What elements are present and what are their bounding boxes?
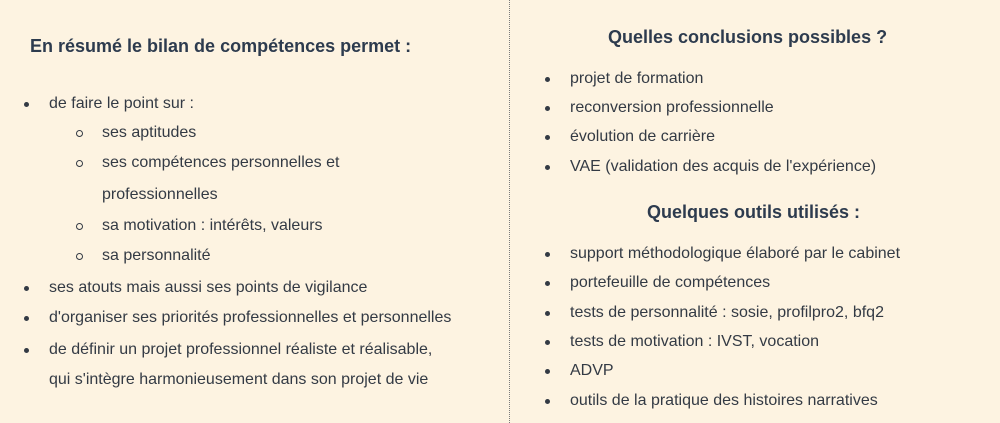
list-item: sa motivation : intérêts, valeurs [102,217,323,234]
tool-item: ADVP [570,362,614,379]
conclusions-heading: Quelles conclusions possibles ? [608,27,888,47]
bilan-summary-heading: En résumé le bilan de compétences permet : [30,36,412,56]
list-item: ses atouts mais aussi ses points de vigilance [49,279,368,296]
right-column [510,0,1000,423]
conclusion-item: reconversion professionnelle [570,99,774,116]
conclusion-item: projet de formation [570,70,704,87]
tool-item: support méthodologique élaboré par le cabinet [570,245,901,262]
tool-item: tests de personnalité : sosie, profilpro2, bfq2 [570,304,884,321]
list-item: de définir un projet professionnel réaliste et réalisable, [49,341,433,358]
list-item: ses aptitudes [102,124,197,141]
conclusion-item: évolution de carrière [570,128,715,145]
list-item-continuation: professionnelles [102,186,218,203]
list-item: ses compétences personnelles et [102,154,340,171]
tool-item: portefeuille de compétences [570,274,771,291]
tool-item: tests de motivation : IVST, vocation [570,333,820,350]
list-item: de faire le point sur : [49,95,194,112]
tools-heading: Quelques outils utilisés : [647,202,861,222]
list-item-continuation: qui s'intègre harmonieusement dans son projet de vie [49,371,429,388]
list-item: sa personnalité [102,247,211,264]
tool-item: outils de la pratique des histoires narratives [570,392,878,409]
conclusion-item: VAE (validation des acquis de l'expérience) [570,158,877,175]
list-item: d'organiser ses priorités professionnelles et personnelles [49,309,452,326]
